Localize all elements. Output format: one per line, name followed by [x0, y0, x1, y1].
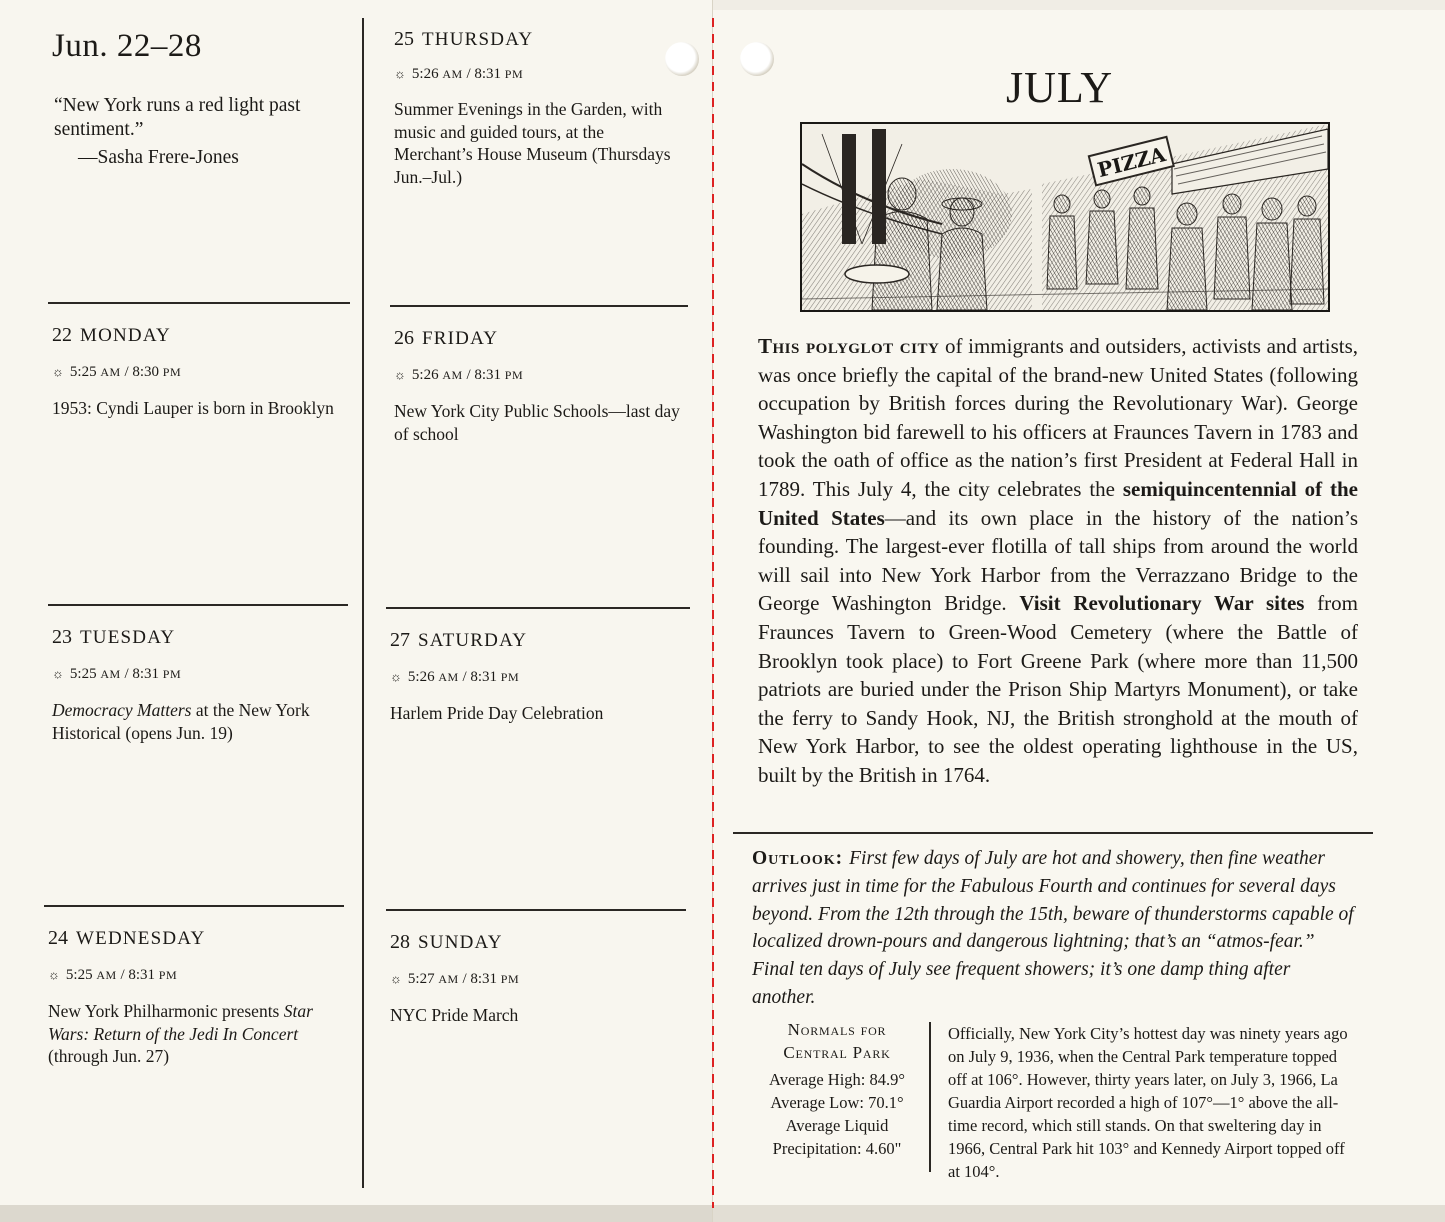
day-event	[394, 98, 684, 188]
event-text: at the New York Historical (opens Jun. 19)	[52, 700, 310, 743]
event-title: Star Wars: Return of the Jedi In Concert	[48, 1001, 313, 1044]
day-name: SUNDAY	[418, 932, 503, 953]
average-high: Average High: 84.9°	[769, 1070, 905, 1089]
feature-highlight: Visit Revolutionary War sites	[1019, 591, 1305, 616]
day-separator	[386, 909, 686, 911]
pm-label: PM	[504, 67, 524, 81]
pm-label: PM	[158, 968, 178, 982]
sun-times: ☼ 5:26 AM / 8:31 PM	[390, 669, 520, 685]
day-event	[390, 702, 690, 725]
sunset-time: 8:31	[474, 367, 502, 383]
feature-text-part: of immigrants and outsiders, activists and artists, was once briefly the capital of the brand-new United States (following occupation by British forces during the Revolutionary War). George Washington bid farewell to his officers at Fraunces Tavern in 1783 and took the oath of office as the nation’s first President at Federal Hall in 1789. This July 4, the city celebrates the	[758, 334, 1359, 501]
sunset-time: 8:31	[470, 971, 498, 987]
day-number: 26	[394, 327, 414, 349]
sunset-time: 8:30	[132, 364, 160, 380]
normals-heading: Normals for Central Park	[783, 1020, 891, 1062]
event-text: New York City Public Schools—last day of school	[394, 401, 680, 444]
day-number: 28	[390, 931, 410, 953]
am-label: AM	[100, 365, 121, 379]
weather-outlook	[752, 845, 1356, 1012]
outlook-text: First few days of July are hot and showery, then fine weather arrives just in time for the Fabulous Fourth and continues for several days beyond. From the 12th through the 15th, beware of thunderstorms capable of localized drown-pours and dangerous lightning; that’s an “atmos-fear.” Final ten days of July see frequent showers; it’s one damp thing after another.	[752, 848, 1354, 1008]
month-feature-text	[758, 332, 1358, 790]
event-text: Harlem Pride Day Celebration	[390, 703, 604, 723]
sunset-time: 8:31	[474, 66, 502, 82]
month-title: JULY	[1006, 63, 1114, 112]
pm-label: PM	[500, 670, 520, 684]
day-heading	[52, 626, 175, 649]
sunrise-time: 5:25	[65, 967, 93, 983]
day-event	[52, 397, 357, 420]
day-event	[390, 1004, 690, 1027]
sun-times: ☼ 5:26 AM / 8:31 PM	[394, 66, 524, 82]
day-number: 23	[52, 626, 72, 648]
am-label: AM	[442, 67, 463, 81]
day-number: 22	[52, 324, 72, 346]
event-text: 1953: Cyndi Lauper is born in Brooklyn	[52, 398, 334, 418]
sunset-time: 8:31	[470, 669, 498, 685]
day-heading	[390, 629, 527, 652]
page-bottom-edge	[0, 1205, 712, 1222]
event-text: New York Philharmonic presents	[48, 1001, 284, 1021]
normals-divider	[929, 1022, 931, 1172]
day-heading	[394, 28, 533, 51]
event-text: Summer Evenings in the Garden, with music and guided tours, at the Merchant’s House Museum (Thursdays Jun.–Jul.)	[394, 99, 671, 187]
binding-stitch	[712, 18, 714, 1208]
pm-label: PM	[500, 972, 520, 986]
sun-icon: ☼	[394, 66, 406, 81]
day-number: 27	[390, 629, 410, 651]
sunrise-time: 5:25	[69, 364, 97, 380]
binder-hole-left	[665, 42, 699, 76]
day-heading	[394, 327, 498, 350]
sun-times: ☼ 5:26 AM / 8:31 PM	[394, 367, 524, 383]
average-liquid-label: Average Liquid	[785, 1116, 889, 1135]
column-divider	[362, 18, 364, 1188]
sun-times: ☼ 5:25 AM / 8:31 PM	[52, 666, 182, 682]
sun-times: ☼ 5:25 AM / 8:30 PM	[52, 364, 182, 380]
day-separator	[48, 302, 350, 304]
feature-highlight: semiquincentennial of the United States	[758, 476, 1359, 530]
day-name: WEDNESDAY	[76, 928, 206, 949]
am-label: AM	[96, 968, 117, 982]
hottest-day-note: Officially, New York City’s hottest day was ninety years ago on July 9, 1936, when the Central Park temperature topped off at 106°. However, thirty years later, on July 3, 1966, La Guardia Airport recorded a high of 107°—1° above the all-time record, which still stands. On that sweltering day in 1966, Central Park hit 103° and Kennedy Airport topped off at 104°.	[948, 1024, 1348, 1181]
sunrise-time: 5:27	[407, 971, 435, 987]
page-top-edge	[713, 0, 1445, 10]
day-number: 24	[48, 927, 68, 949]
day-name: THURSDAY	[422, 29, 534, 50]
event-title: Democracy Matters	[52, 700, 192, 720]
am-label: AM	[100, 667, 121, 681]
sun-icon: ☼	[52, 364, 64, 379]
sunrise-time: 5:26	[411, 66, 439, 82]
day-separator	[44, 905, 344, 907]
section-divider	[733, 832, 1373, 834]
street-scene-illustration	[800, 122, 1330, 312]
week-quote	[54, 94, 354, 170]
day-event	[394, 400, 694, 445]
sun-icon: ☼	[390, 669, 402, 684]
sun-icon: ☼	[390, 971, 402, 986]
am-label: AM	[438, 972, 459, 986]
sun-icon: ☼	[52, 666, 64, 681]
day-separator	[48, 604, 348, 606]
sunrise-time: 5:26	[411, 367, 439, 383]
week-title: Jun. 22–28	[52, 28, 202, 64]
sun-icon: ☼	[48, 967, 60, 982]
pm-label: PM	[162, 365, 182, 379]
day-heading	[52, 324, 171, 347]
day-name: MONDAY	[80, 325, 171, 346]
feature-lead-in: This polyglot city	[758, 334, 940, 358]
sun-times: ☼ 5:25 AM / 8:31 PM	[48, 967, 178, 983]
day-separator	[390, 305, 688, 307]
sunset-time: 8:31	[128, 967, 156, 983]
pm-label: PM	[504, 368, 524, 382]
sunrise-time: 5:26	[407, 669, 435, 685]
event-text: NYC Pride March	[390, 1005, 519, 1025]
page-bottom-edge-right	[713, 1205, 1445, 1222]
pm-label: PM	[162, 667, 182, 681]
precipitation-value: Precipitation: 4.60"	[772, 1139, 902, 1158]
feature-text-part: from Fraunces Tavern to Green-Wood Cemetery (where the Battle of Brooklyn took place) to Fort Greene Park (where more than 11,500 patriots are buried under the Prison Ship Martyrs Monument), or take the ferry to Sandy Hook, NJ, the British stronghold at the mouth of New York Harbor, to see the oldest operating lighthouse in the US, built by the British in 1764.	[758, 591, 1358, 787]
outlook-label: Outlook:	[752, 848, 844, 869]
sunset-time: 8:31	[132, 666, 160, 682]
feature-text-part: —and its own place in the history of the nation’s founding. The largest-ever flotilla of tall ships from around the world will sail into New York Harbor from the Verrazzano Bridge to the George Washington Bridge.	[758, 505, 1358, 616]
am-label: AM	[438, 670, 459, 684]
binder-hole-right	[740, 42, 774, 76]
day-number: 25	[394, 28, 414, 50]
central-park-normals	[752, 1018, 922, 1160]
am-label: AM	[442, 368, 463, 382]
quote-text: “New York runs a red light past sentiment.”	[54, 95, 301, 140]
day-name: FRIDAY	[422, 328, 499, 349]
average-low: Average Low: 70.1°	[770, 1093, 904, 1112]
day-name: TUESDAY	[80, 627, 176, 648]
pizza-sign-text: PIZZA	[1095, 142, 1168, 183]
sun-times: ☼ 5:27 AM / 8:31 PM	[390, 971, 520, 987]
sun-icon: ☼	[394, 367, 406, 382]
day-event	[48, 1000, 348, 1068]
event-text: (through Jun. 27)	[48, 1046, 170, 1066]
day-name: SATURDAY	[418, 630, 528, 651]
quote-attribution: —Sasha Frere-Jones	[78, 147, 239, 168]
day-heading	[48, 927, 205, 950]
day-event	[52, 699, 352, 744]
sunrise-time: 5:25	[69, 666, 97, 682]
day-separator	[386, 607, 690, 609]
day-heading	[390, 931, 503, 954]
